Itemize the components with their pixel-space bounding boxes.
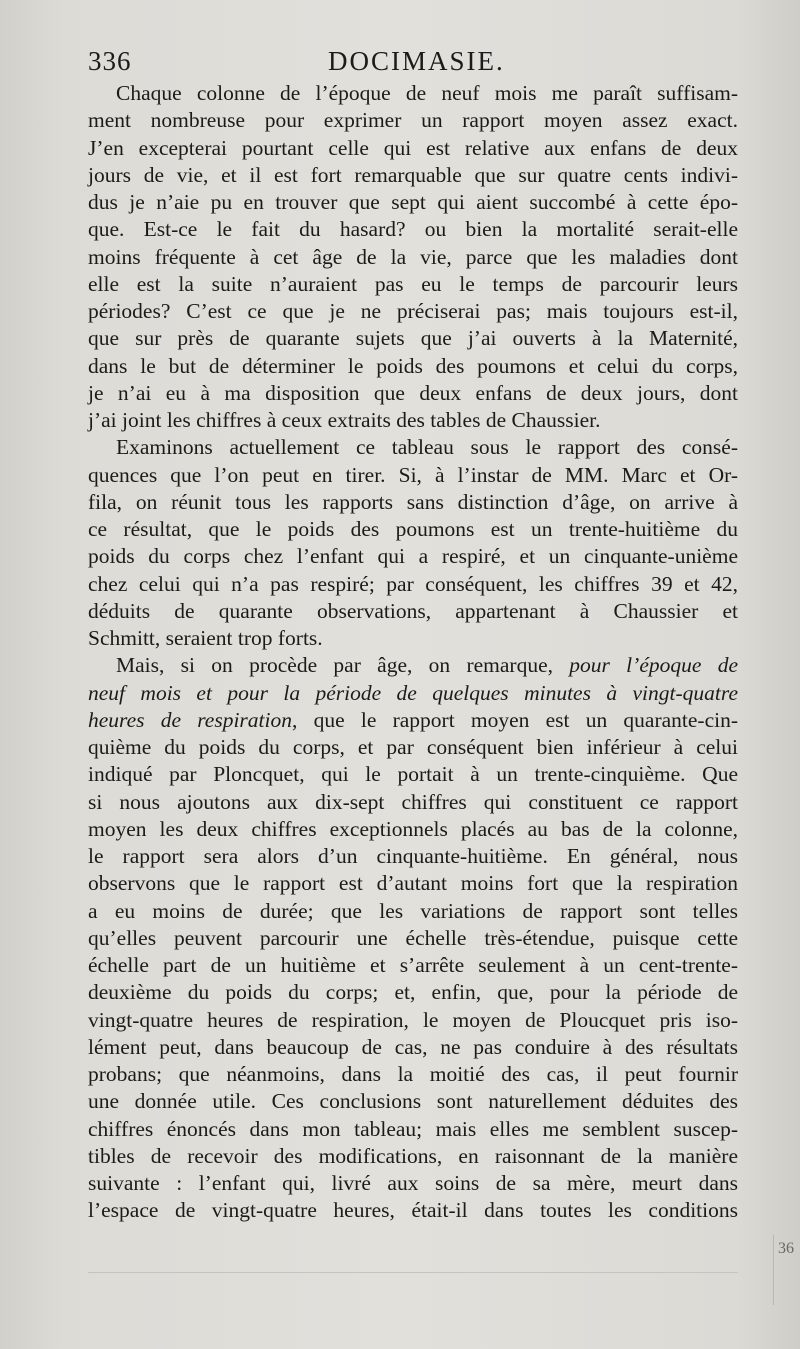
text-line: une donnée utile. Ces conclusions sont naturellement déduites des [88,1089,738,1114]
text-line: ce résultat, que le poids des poumons est un trente-huitième du [88,517,738,541]
text-line: chiffres énoncés dans mon tableau; mais elles me semblent suscep- [88,1116,738,1141]
text-line: Examinons actuellement ce tableau sous le rapport des consé- [116,435,738,460]
text-line: le rapport sera alors d’un cinquante-huitième. En général, nous [88,844,738,868]
text-line: j’ai joint les chiffres à ceux extraits des tables de Chaussier. [88,408,601,432]
page-header [88,42,738,78]
text-line: suivante : l’enfant qui, livré aux soins de sa mère, meurt dans [88,1171,738,1195]
text-line: vingt-quatre heures de respiration, le moyen de Ploucquet pris iso- [88,1007,738,1032]
text-line: indiqué par Ploncquet, qui le portait à un trente-cinquième. Que [88,762,738,787]
text-line: ment nombreuse pour exprimer un rapport moyen assez exact. [88,108,738,133]
running-title: DOCIMASIE. [328,46,505,76]
text-line: que sur près de quarante sujets que j’ai ouverts à la Maternité, [88,326,738,351]
text-line: déduits de quarante observations, appartenant à Chaussier et [88,598,738,623]
text-line: J’en excepterai pourtant celle qui est relative aux enfans de deux [88,135,738,160]
text-line: heures de respiration, que le rapport moyen est un quarante-cin- [88,707,739,732]
text-line: poids du corps chez l’enfant qui a respiré, et un cinquante-unième [88,544,738,569]
text-line: elle est la suite n’auraient pas eu le temps de parcourir leurs [88,271,738,296]
text-line: Mais, si on procède par âge, on remarque, pour l’époque de [116,653,738,678]
text-line: probans; que néanmoins, dans la moitié des cas, il peut fournir [88,1062,738,1086]
page-foot-shadow [88,1272,738,1273]
bleed-through-number: 36 [778,1240,794,1257]
text-line: quences que l’on peut en tirer. Si, à l’instar de MM. Marc et Or- [88,462,738,487]
emphasis: pour l’époque de [569,653,738,678]
text-line: tibles de recevoir des modifications, en raisonnant de la manière [88,1143,738,1168]
text-line: moyen les deux chiffres exceptionnels placés au bas de la colonne, [88,816,738,841]
text-line: périodes? C’est ce que je ne préciserai pas; mais toujours est-il, [88,299,738,323]
text-line: lément peut, dans beaucoup de cas, ne pas conduire à des résultats [88,1034,738,1059]
text-line: que. Est-ce le fait du hasard? ou bien la mortalité serait-elle [88,217,738,242]
text-line: neuf mois et pour la période de quelques minutes à vingt-quatre [88,680,738,705]
page-number: 336 [88,46,132,76]
text-line: moins fréquente à cet âge de la vie, parce que les maladies dont [88,244,738,269]
emphasis: heures de respiration [88,707,293,732]
text-line: dans le but de déterminer le poids des poumons et celui du corps, [88,353,738,378]
text-line: Chaque colonne de l’époque de neuf mois me paraît suffisam- [116,81,738,105]
text-line: jours de vie, et il est fort remarquable que sur quatre cents indivi- [88,162,738,187]
text-line: je n’ai eu à ma disposition que deux enfans de deux jours, dont [88,380,738,405]
text-line: échelle part de un huitième et s’arrête seulement à un cent-trente- [88,953,738,977]
text-line: fila, on réunit tous les rapports sans distinction d’âge, on arrive à [88,489,738,514]
text-line: deuxième du poids du corps; et, enfin, que, pour la période de [88,980,738,1005]
body-text [88,80,738,1225]
text-line: chez celui qui n’a pas respiré; par conséquent, les chiffres 39 et 42, [88,571,738,596]
text-line: a eu moins de durée; que les variations de rapport sont telles [88,898,738,923]
text-line: quième du poids du corps, et par conséquent bien inférieur à celui [88,735,738,759]
text-line: observons que le rapport est d’autant moins fort que la respiration [88,871,738,896]
text-line: si nous ajoutons aux dix-sept chiffres qui constituent ce rapport [88,789,738,814]
text-line: Schmitt, seraient trop forts. [88,626,323,650]
text-line: dus je n’aie pu en trouver que sept qui aient succombé à cette épo- [88,190,738,214]
text-line: qu’elles peuvent parcourir une échelle très-étendue, puisque cette [88,925,738,950]
text-line: l’espace de vingt-quatre heures, était-il dans toutes les conditions [88,1198,738,1223]
